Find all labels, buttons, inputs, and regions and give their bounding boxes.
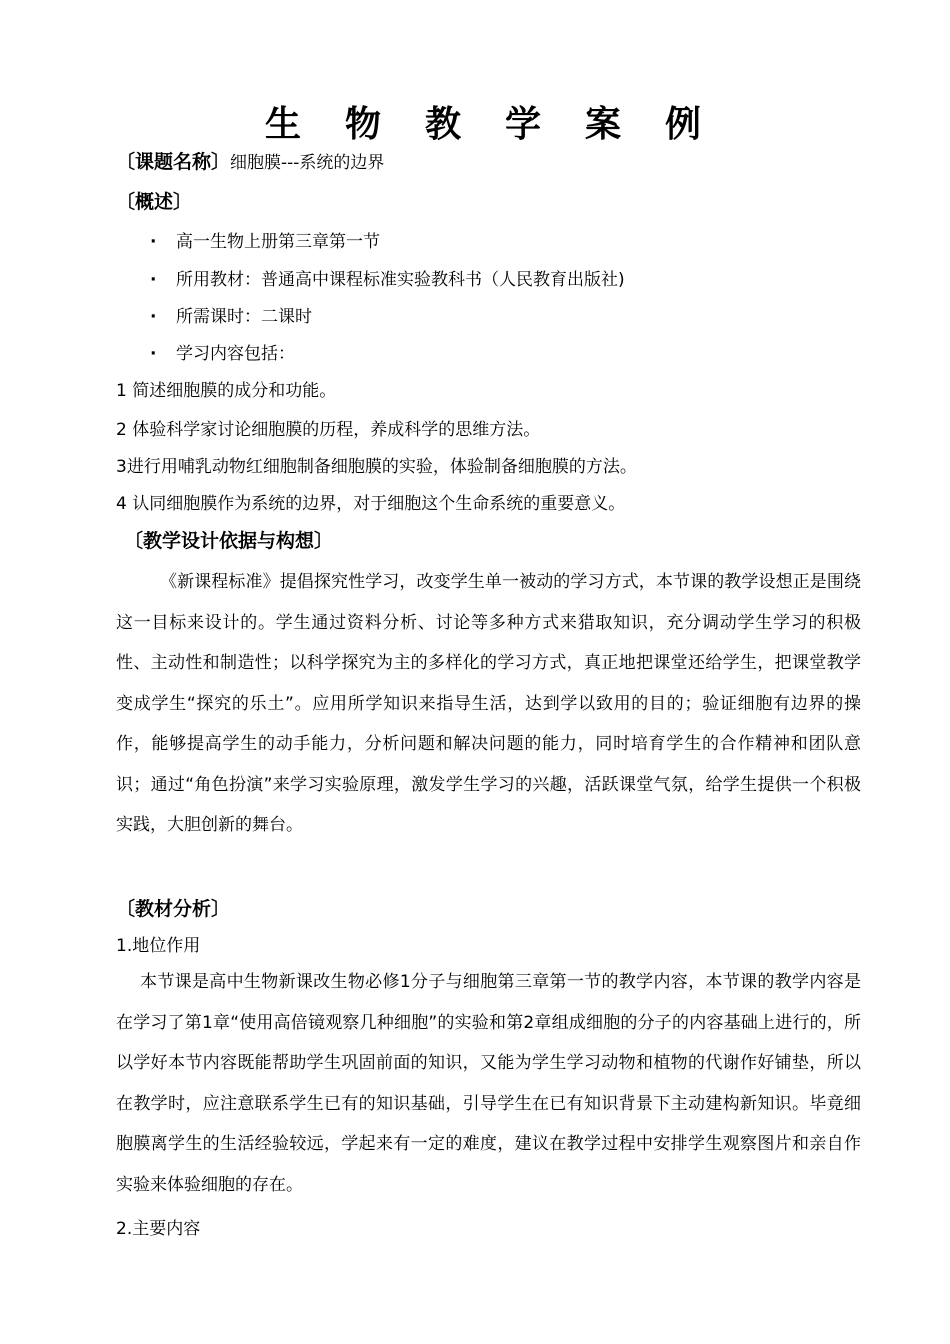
- content-item: 4 认同细胞膜作为系统的边界，对于细胞这个生命系统的重要意义。: [116, 494, 626, 514]
- course-label: 〔课题名称〕: [116, 151, 231, 173]
- course-line: [116, 150, 384, 175]
- overview-bullet: [150, 268, 625, 292]
- analysis-paragraph: 本节课是高中生物新课改生物必修1分子与细胞第三章第一节的教学内容，本节课的教学内容是在学习了第1章“使用高倍镜观察几种细胞”的实验和第2章组成细胞的分子的内容基础上进行的，所以学好本节内容既能帮助学生巩固前面的知识，又能为学生学习动物和植物的代谢作好铺垫，所以在教学时，应注意联系学生已有的知识基础，引导学生在已有知识背景下主动建构新知识。毕竟细胞膜离学生的生活经验较远，学起来有一定的难度，建议在教学过程中安排学生观察图片和亲自作实验来体验细胞的存在。: [116, 972, 861, 1195]
- overview-bullet: [150, 342, 295, 366]
- page-title: 生物教学案例: [264, 104, 745, 145]
- course-value: 细胞膜---系统的边界: [230, 153, 385, 173]
- analysis-subheading: 1.地位作用: [116, 936, 201, 956]
- overview-bullet: [150, 230, 380, 254]
- content-item: 1 简述细胞膜的成分和功能。: [116, 381, 337, 401]
- bullet-text: 学习内容包括：: [176, 344, 295, 364]
- bullet-dot-icon: ·: [150, 270, 157, 290]
- bullet-dot-icon: ·: [150, 307, 157, 327]
- bullet-dot-icon: ·: [150, 344, 157, 364]
- analysis-heading: 〔教材分析〕: [116, 898, 231, 920]
- bullet-text: 所用教材：普通高中课程标准实验教科书（人民教育出版社): [176, 270, 625, 290]
- design-paragraph: 《新课程标准》提倡探究性学习，改变学生单一被动的学习方式，本节课的教学设想正是围绕这一目标来设计的。学生通过资料分析、讨论等多种方式来猎取知识，充分调动学生学习的积极性、主动性和制造性；以科学探究为主的多样化的学习方式，真正地把课堂还给学生，把课堂教学变成学生“探究的乐土”。应用所学知识来指导生活，达到学以致用的目的；验证细胞有边界的操作，能够提高学生的动手能力，分析问题和解决问题的能力，同时培育学生的合作精神和团队意识；通过“角色扮演”来学习实验原理，激发学生学习的兴趣，活跃课堂气氛，给学生提供一个积极实践，大胆创新的舞台。: [116, 572, 861, 835]
- content-item: 3进行用哺乳动物红细胞制备细胞膜的实验，体验制备细胞膜的方法。: [116, 457, 637, 477]
- bullet-text: 所需课时：二课时: [176, 307, 312, 327]
- bullet-text: 高一生物上册第三章第一节: [176, 232, 380, 252]
- overview-bullet: [150, 305, 312, 329]
- analysis-subheading: 2.主要内容: [116, 1219, 201, 1239]
- design-heading: 〔教学设计依据与构想〕: [124, 530, 334, 552]
- overview-heading: 〔概述〕: [116, 191, 193, 213]
- content-item: 2 体验科学家讨论细胞膜的历程，养成科学的思维方法。: [116, 420, 541, 440]
- bullet-dot-icon: ·: [150, 232, 157, 252]
